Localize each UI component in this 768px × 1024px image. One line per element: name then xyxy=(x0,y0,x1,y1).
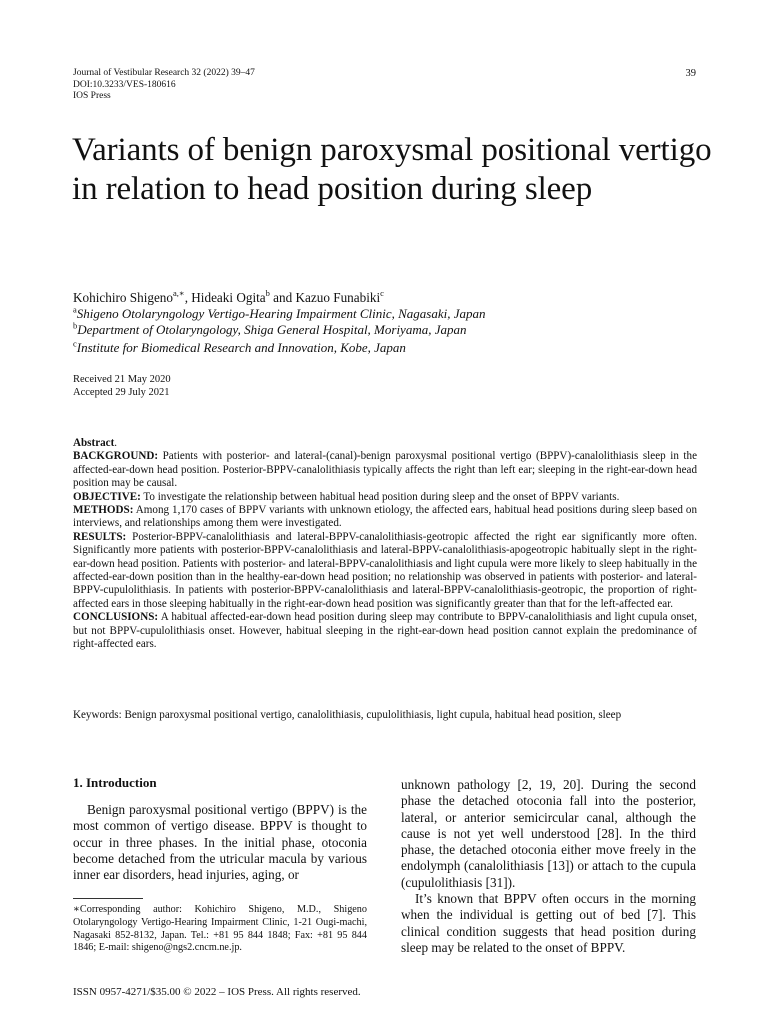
abstract-conclusions: CONCLUSIONS: A habitual affected-ear-down head position during sleep may contribute to BPPV-canalolithiasis and light cupula onset, but not BPPV-cupulolithiasis onset. However, habitual sleeping in the right-ear-down head position cannot explain the predominance of right-affected ears. xyxy=(73,611,697,651)
journal-citation: Journal of Vestibular Research 32 (2022) 39–47 xyxy=(73,68,255,78)
author-name: Kazuo Funabiki xyxy=(295,290,381,305)
affiliation-marker: b xyxy=(73,320,78,331)
publisher: IOS Press xyxy=(73,91,111,101)
corresponding-author-footnote: ∗Corresponding author: Kohichiro Shigeno, M.D., Shigeno Otolaryngology Vertigo-Hearing Impairment Clinic, 1-21 Ougi-machi, Nagasaki 852-8132, Japan. Tel.: +81 95 844 1848; Fax: +81 95 844 1846; E-mail: shigeno@ngs2.cncm.ne.jp. xyxy=(73,904,367,954)
abstract-results: RESULTS: Posterior-BPPV-canalolithiasis and lateral-BPPV-canalolithiasis-geotropic affected the right ear significantly more often. Significantly more patients with posterior-BPPV-canalolithiasis and lateral-BPPV-canalolithiasis-apogeotropic habitually slept in the right-ear-down head position. Patients with posterior- and lateral-BPPV-canalolithiasis and light cupula were more likely to sleep habitually in the affected-ear-down position than in the healthy-ear-down head position; no relationship was observed in patients with posterior- and lateral-BPPV-cupulolithiasis. In patients with posterior-BPPV-canalolithiasis and lateral-BPPV-canalolithiasis-geotropic, the proportion of right-affected ears in those sleeping habitually in the right-ear-down head position was significantly greater than that for the left-affected ear. xyxy=(73,530,697,610)
abstract-methods: METHODS: Among 1,170 cases of BPPV variants with unknown etiology, the affected ears, habitual head positions during sleep based on interviews, and relationships among them were investigated. xyxy=(73,504,697,530)
copyright-footer: ISSN 0957-4271/$35.00 © 2022 – IOS Press. All rights reserved. xyxy=(73,986,361,998)
affiliation-text: Department of Otolaryngology, Shiga General Hospital, Moriyama, Japan xyxy=(77,322,467,337)
author-affiliation-marker: a,∗ xyxy=(173,287,185,298)
author-separator: , xyxy=(184,290,192,305)
author-affiliation-marker: c xyxy=(380,287,384,298)
body-column-left xyxy=(73,802,367,883)
affiliation xyxy=(73,340,406,356)
received-date: Received 21 May 2020 xyxy=(73,374,171,385)
running-header xyxy=(73,68,255,103)
affiliation-text: Shigeno Otolaryngology Vertigo-Hearing Impairment Clinic, Nagasaki, Japan xyxy=(76,306,486,321)
body-column-right xyxy=(401,777,696,956)
abstract: Abstract. BACKGROUND: Patients with posterior- and lateral-(canal)-benign paroxysmal positional vertigo (BPPV)-canalolithiasis sleep in the affected-ear-down head position. Posterior-BPPV-canalolithiasis typically affects the right than left ear; sleeping in the right-ear-down head position may be causal. OBJECTIVE: To investigate the relationship between habitual head position during sleep and the onset of BPPV variants. METHODS: Among 1,170 cases of BPPV variants with unknown etiology, the affected ears, habitual head positions during sleep based on interviews, and relationships among them were investigated. RESULTS: Posterior-BPPV-canalolithiasis and lateral-BPPV-canalolithiasis-geotropic affected the right ear significantly more often. Significantly more patients with posterior-BPPV-canalolithiasis and lateral-BPPV-canalolithiasis-apogeotropic habitually slept in the right-ear-down head position. Patients with posterior- and lateral-BPPV-canalolithiasis and light cupula were more likely to sleep habitually in the affected-ear-down position than in the healthy-ear-down head position; no relationship was observed in patients with posterior- and lateral-BPPV-cupulolithiasis. In patients with posterior-BPPV-canalolithiasis and lateral-BPPV-canalolithiasis-geotropic, the proportion of right-affected ears in those sleeping habitually in the right-ear-down head position was significantly greater than that for the left-affected ear. CONCLUSIONS: A habitual affected-ear-down head position during sleep may contribute to BPPV-canalolithiasis and light cupula onset, but not BPPV-cupulolithiasis onset. However, habitual sleeping in the right-ear-down head position cannot explain the predominance of right-affected ears. xyxy=(73,437,697,651)
author-name: Hideaki Ogita xyxy=(191,290,266,305)
author-list xyxy=(73,287,384,306)
article-title: Variants of benign paroxysmal positional vertigo in relation to head position during sleep xyxy=(72,132,712,207)
page-number: 39 xyxy=(685,68,696,79)
affiliation xyxy=(73,306,486,322)
body-paragraph: Benign paroxysmal positional vertigo (BPPV) is the most common of vertigo disease. BPPV is thought to occur in three phases. In the initial phase, otoconia become detached from the utricular macula by various inner ear disorders, head injuries, aging, or xyxy=(73,802,367,883)
affiliation-marker: a xyxy=(73,304,77,315)
body-paragraph: It’s known that BPPV often occurs in the morning when the individual is getting out of bed [7]. This clinical condition suggests that head position during sleep may be related to the onset of BPPV. xyxy=(401,891,696,955)
author-affiliation-marker: b xyxy=(265,287,270,298)
abstract-heading: Abstract xyxy=(73,437,115,449)
author-separator: and xyxy=(269,290,296,305)
body-paragraph: unknown pathology [2, 19, 20]. During the second phase the detached otoconia fall into the posterior, lateral, or anterior semicircular canal, although the cause is not yet well understood [28]. In the third phase, the detached otoconia either move freely in the endolymph (canalolithiasis [13]) or attach to the cupula (cupulolithiasis [31]). xyxy=(401,777,696,890)
author-name: Kohichiro Shigeno xyxy=(73,290,173,305)
abstract-background: BACKGROUND: Patients with posterior- and lateral-(canal)-benign paroxysmal positional vertigo (BPPV)-canalolithiasis sleep in the affected-ear-down head position. Posterior-BPPV-canalolithiasis typically affects the right than left ear; sleeping in the right-ear-down head position may be causal. xyxy=(73,450,697,490)
keywords: Keywords: Benign paroxysmal positional vertigo, canalolithiasis, cupulolithiasis, light cupula, habitual head position, sleep xyxy=(73,709,622,721)
article-dates xyxy=(73,373,171,399)
affiliation-marker: c xyxy=(73,338,77,349)
affiliation-text: Institute for Biomedical Research and Innovation, Kobe, Japan xyxy=(76,340,406,355)
footnote-rule xyxy=(73,898,143,899)
affiliation xyxy=(73,322,467,338)
accepted-date: Accepted 29 July 2021 xyxy=(73,387,170,399)
abstract-objective: OBJECTIVE: To investigate the relationship between habitual head position during sleep and the onset of BPPV variants. xyxy=(73,490,620,503)
doi[interactable]: DOI:10.3233/VES-180616 xyxy=(73,79,176,90)
section-heading: 1. Introduction xyxy=(73,775,157,790)
